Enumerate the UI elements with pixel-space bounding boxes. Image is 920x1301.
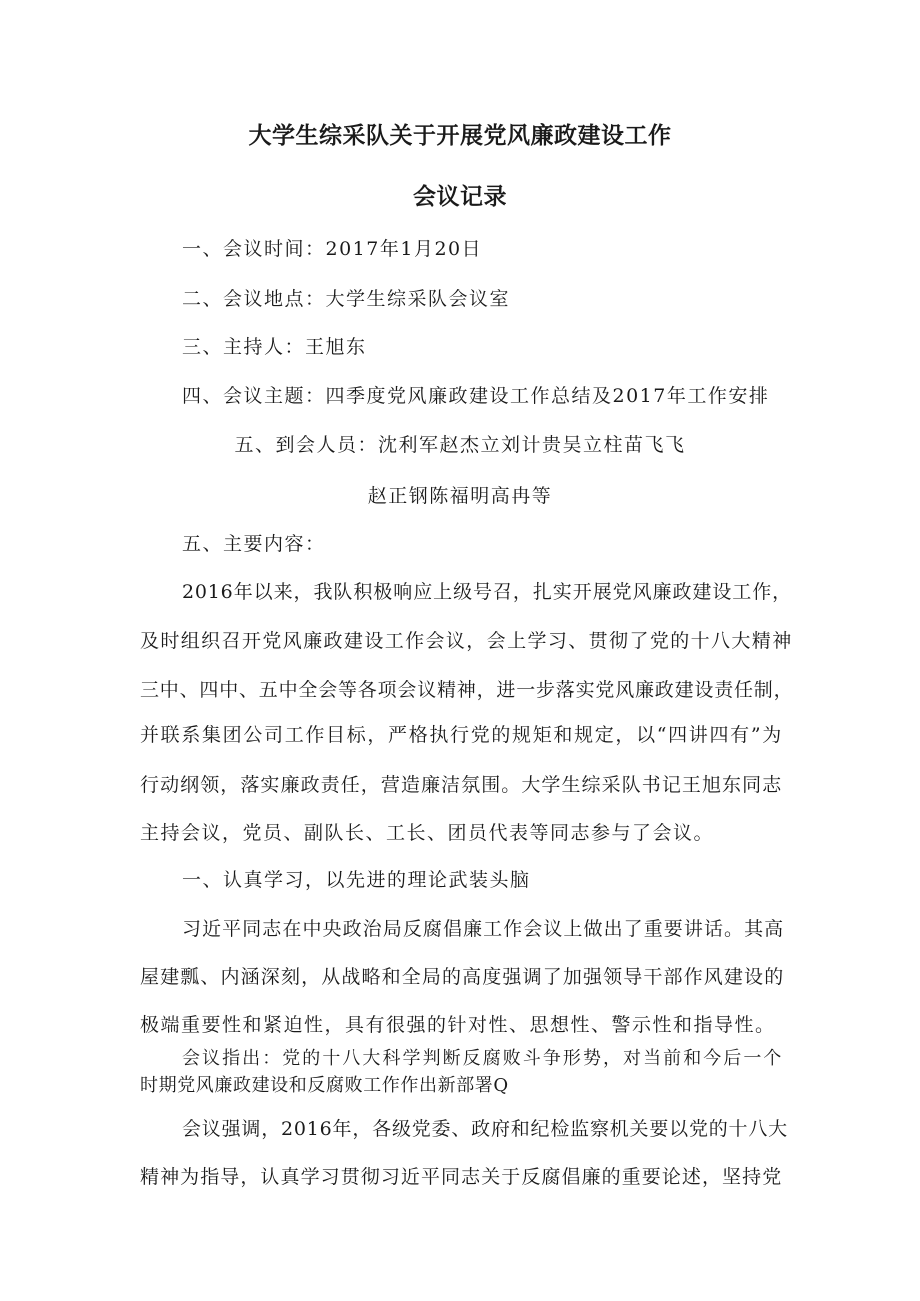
document-title-line1: 大学生综采队关于开展党风廉政建设工作 [248,123,672,149]
paragraph-line: 并联系集团公司工作目标，严格执行党的规矩和规定，以“四讲四有”为 [140,724,782,746]
paragraph-line: 时期党风廉政建设和反腐败工作作出新部署Q [140,1075,509,1096]
paragraph-line: 行动纲领，落实廉政责任，营造廉洁氛围。大学生综采队书记王旭东同志 [140,774,782,796]
paragraph-line: 2016年以来，我队积极响应上级号召，扎实开展党风廉政建设工作， [182,581,792,603]
section1-heading: 一、认真学习，以先进的理论武装头脑 [182,869,531,891]
paragraph-line: 极端重要性和紧迫性，具有很强的针对性、思想性、警示性和指导性。 [140,1014,776,1036]
meeting-theme: 四、会议主题：四季度党风廉政建设工作总结及2017年工作安排 [182,385,770,407]
paragraph-line: 三中、四中、五中全会等各项会议精神，进一步落实党风廉政建设责任制， [140,679,794,701]
paragraph-line: 及时组织召开党风廉政建设工作会议，会上学习、贯彻了党的十八大精神 [140,630,792,652]
meeting-host: 三、主持人：王旭东 [182,336,367,358]
main-content-heading: 五、主要内容： [182,533,326,555]
paragraph-line: 习近平同志在中央政治局反腐倡廉工作会议上做出了重要讲话。其高 [182,918,784,940]
meeting-attendees-line2: 赵正钢陈福明高冉等 [367,485,553,507]
paragraph-line: 主持会议，党员、副队长、工长、团员代表等同志参与了会议。 [140,822,715,844]
paragraph-line: 会议强调，2016年，各级党委、政府和纪检监察机关要以党的十八大 [182,1118,788,1140]
document-title-line2: 会议记录 [413,184,507,210]
paragraph-line: 会议指出：党的十八大科学判断反腐败斗争形势，对当前和今后一个 [182,1048,782,1069]
meeting-attendees-line1: 五、到会人员：沈利军赵杰立刘计贵吴立柱苗飞飞 [234,434,686,456]
meeting-place: 二、会议地点：大学生综采队会议室 [182,288,511,310]
paragraph-line: 精神为指导，认真学习贯彻习近平同志关于反腐倡廉的重要论述，坚持党 [140,1166,782,1188]
paragraph-line: 屋建瓢、内涵深刻，从战略和全局的高度强调了加强领导干部作风建设的 [140,966,784,988]
meeting-time: 一、会议时间：2017年1月20日 [182,238,483,260]
